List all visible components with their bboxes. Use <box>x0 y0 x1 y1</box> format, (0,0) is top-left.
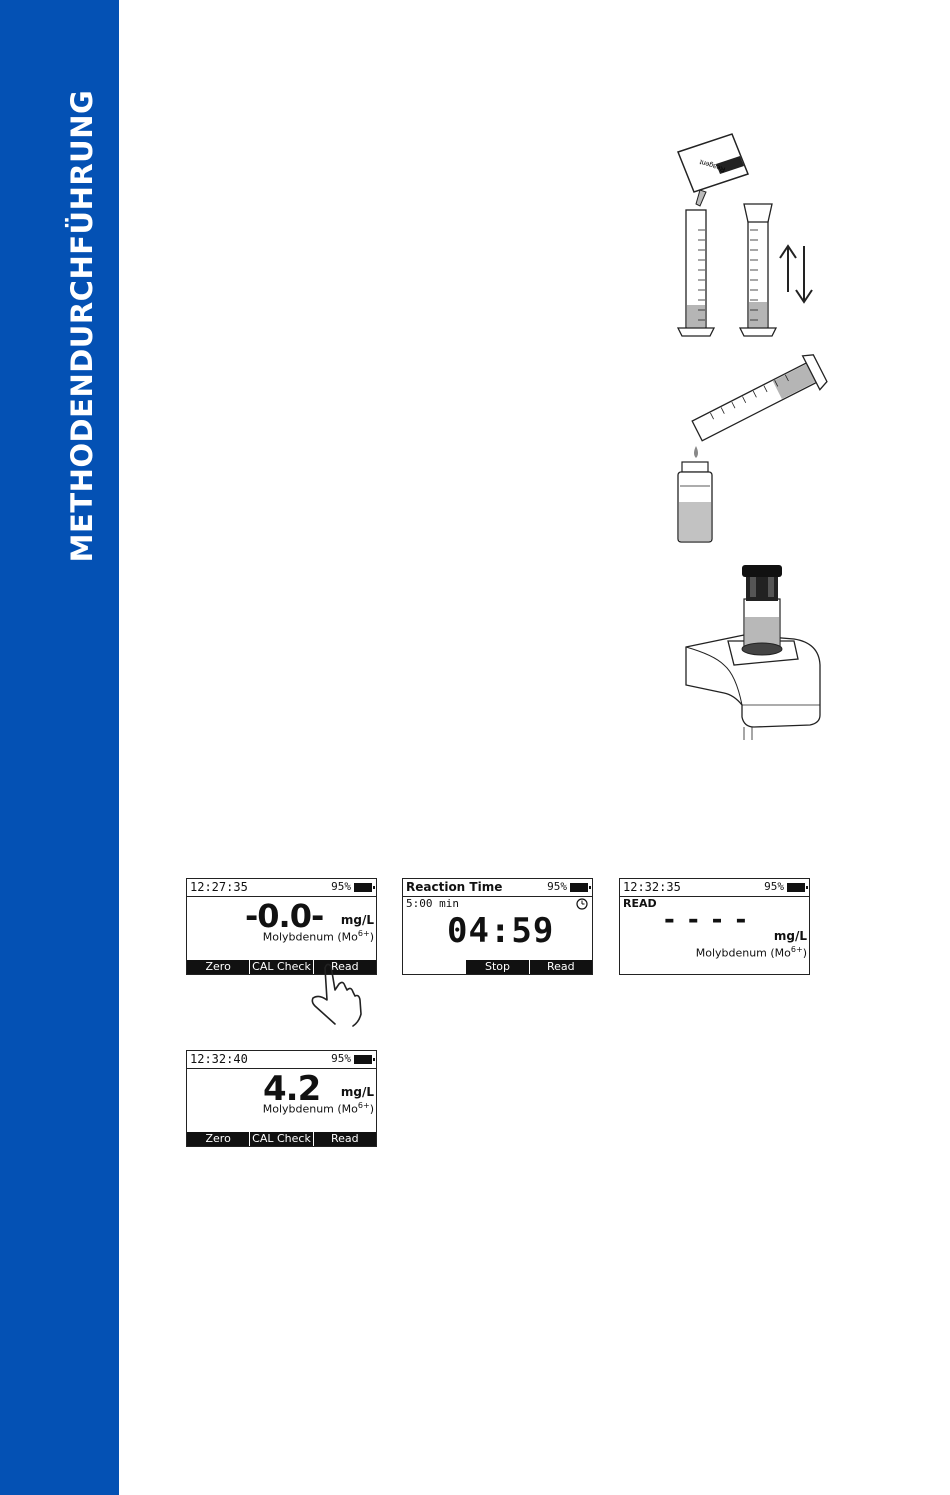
unit-label: mg/L <box>773 929 807 943</box>
clock: 12:32:35 <box>623 880 681 894</box>
sample-vial <box>678 462 712 542</box>
screen-header <box>187 1051 376 1069</box>
tilted-cylinder <box>689 351 829 448</box>
timer-icon <box>576 898 588 910</box>
reading-value: -0.0- <box>245 897 324 935</box>
battery-icon <box>570 883 588 892</box>
status-label: READ <box>623 897 657 910</box>
read-button[interactable]: Read <box>313 1132 376 1146</box>
graduated-cylinder-right <box>740 204 776 336</box>
cal-check-button[interactable]: CAL Check <box>249 1132 312 1146</box>
battery-status: 95% <box>547 880 588 893</box>
vial-in-meter-illustration <box>684 555 834 740</box>
pour-into-vial-illustration <box>670 340 835 550</box>
meter-screen-result <box>186 1050 377 1147</box>
battery-icon <box>787 883 805 892</box>
zero-button[interactable]: Zero <box>187 960 249 974</box>
zero-button[interactable]: Zero <box>187 1132 249 1146</box>
pointing-hand-icon <box>305 960 365 1028</box>
battery-icon <box>354 1055 372 1064</box>
graduated-cylinder-left <box>678 210 714 336</box>
battery-status: 95% <box>331 880 372 893</box>
droplet-icon <box>694 446 698 458</box>
meter-screen-reading <box>619 878 810 975</box>
cal-check-button[interactable]: CAL Check <box>249 960 312 974</box>
reagent-packet-icon <box>678 134 748 192</box>
empty-softkey <box>403 960 465 974</box>
battery-status: 95% <box>331 1052 372 1065</box>
vial-with-cap <box>742 565 782 655</box>
stop-button[interactable]: Stop <box>465 960 528 974</box>
screen-header <box>403 879 592 897</box>
battery-status: 95% <box>764 880 805 893</box>
section-title: METHODENDURCHFÜHRUNG <box>65 89 99 563</box>
reading-value: 4.2 <box>263 1069 321 1109</box>
screen-header <box>620 879 809 897</box>
screen-title: Reaction Time <box>406 880 503 894</box>
reagent-addition-illustration <box>670 130 830 342</box>
softkey-bar <box>403 960 592 974</box>
softkey-bar <box>187 1132 376 1146</box>
sidebar <box>0 0 119 1495</box>
clock: 12:32:40 <box>190 1052 248 1066</box>
parameter-label: Molybdenum $(Mo^{6+})$ <box>262 1101 374 1116</box>
reading-placeholder: - - - - <box>664 905 749 935</box>
battery-icon <box>354 883 372 892</box>
countdown-value: 04:59 <box>447 911 555 951</box>
unit-label: mg/L <box>340 1085 374 1099</box>
read-button[interactable]: Read <box>313 960 376 974</box>
unit-label: mg/L <box>340 913 374 927</box>
clock: 12:27:35 <box>190 880 248 894</box>
svg-text:Reagent: Reagent <box>698 157 727 173</box>
meter-screen-reaction-time <box>402 878 593 975</box>
read-button[interactable]: Read <box>529 960 592 974</box>
invert-arrows-icon <box>780 246 812 302</box>
screen-header <box>187 879 376 897</box>
timer-duration: 5:00 min <box>406 897 459 910</box>
parameter-label: Molybdenum $(Mo^{6+})$ <box>695 945 807 960</box>
parameter-label: Molybdenum $(Mo^{6+})$ <box>262 929 374 944</box>
